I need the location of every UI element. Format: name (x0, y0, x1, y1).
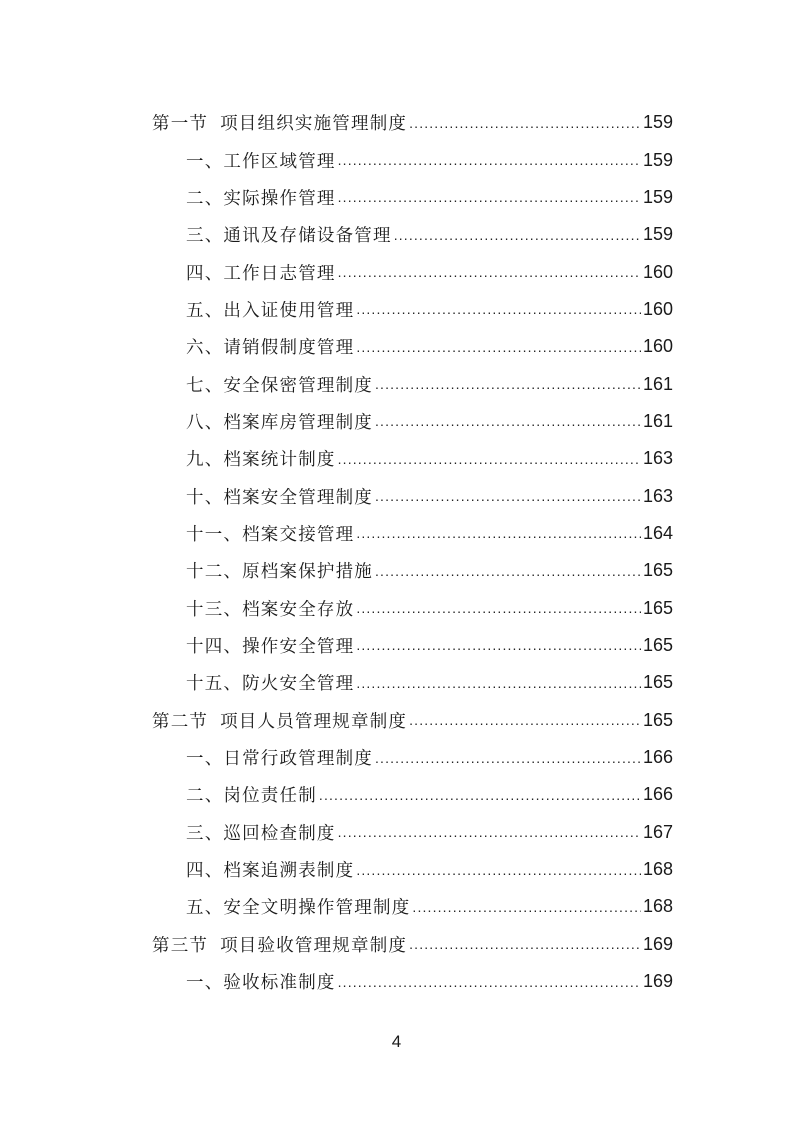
toc-leader-dots (319, 786, 641, 804)
toc-entry-page: 161 (642, 410, 673, 431)
toc-entry-prefix: 十一、 (186, 524, 243, 545)
toc-entry-prefix: 三、 (186, 226, 224, 247)
toc-entry-title: 防火安全管理 (242, 674, 355, 695)
toc-entry[interactable] (152, 515, 673, 552)
toc-entry[interactable] (152, 888, 673, 925)
toc-leader-dots (338, 973, 641, 991)
toc-entry-prefix: 七、 (186, 375, 224, 396)
toc-entry-page: 161 (642, 373, 673, 394)
toc-entry-prefix: 二、 (186, 786, 224, 807)
toc-leader-dots (338, 188, 641, 206)
toc-leader-dots (356, 300, 641, 318)
toc-leader-dots (356, 524, 641, 542)
toc-entry-prefix: 十五、 (186, 674, 243, 695)
toc-entry-title: 工作区域管理 (223, 151, 336, 172)
toc-entry-section-1[interactable] (152, 104, 673, 141)
toc-entry-label (186, 409, 373, 434)
toc-entry-prefix: 三、 (186, 823, 224, 844)
toc-entry-label (186, 670, 354, 695)
toc-entry-title: 项目人员管理规章制度 (220, 711, 408, 732)
toc-entry-label (186, 297, 354, 322)
toc-entry-label (186, 782, 317, 807)
toc-entry-prefix: 十二、 (186, 562, 243, 583)
toc-entry-page: 165 (642, 560, 673, 581)
toc-entry-title: 安全保密管理制度 (223, 375, 374, 396)
toc-entry-page: 160 (642, 298, 673, 319)
toc-entry-label (186, 484, 373, 509)
toc-entry[interactable] (152, 365, 673, 402)
toc-entry-page: 159 (642, 112, 673, 133)
toc-entry-page: 168 (642, 859, 673, 880)
toc-entry[interactable] (152, 477, 673, 514)
toc-entry[interactable] (152, 776, 673, 813)
toc-entry-title: 日常行政管理制度 (223, 749, 374, 770)
toc-entry-title: 项目验收管理规章制度 (220, 935, 408, 956)
toc-entry[interactable] (152, 814, 673, 851)
toc-entry-title: 档案安全管理制度 (223, 487, 374, 508)
toc-entry-page: 169 (642, 933, 673, 954)
toc-entry-title: 原档案保护措施 (242, 562, 374, 583)
toc-entry-title: 通讯及存储设备管理 (223, 226, 392, 247)
toc-entry-label (186, 558, 373, 583)
toc-entry-page: 163 (642, 448, 673, 469)
toc-entry-page: 164 (642, 522, 673, 543)
toc-leader-dots (356, 636, 641, 654)
toc-entry-prefix: 第二节 (152, 711, 209, 732)
toc-entry[interactable] (152, 403, 673, 440)
toc-entry-prefix: 四、 (186, 861, 224, 882)
toc-leader-dots (394, 226, 641, 244)
toc-entry-prefix: 第一节 (152, 114, 209, 135)
toc-entry-page: 169 (642, 971, 673, 992)
toc-entry[interactable] (152, 739, 673, 776)
toc-leader-dots (412, 898, 641, 916)
toc-entry-label (186, 372, 373, 397)
toc-entry[interactable] (152, 851, 673, 888)
toc-leader-dots (356, 861, 641, 879)
toc-leader-dots (409, 935, 641, 953)
toc-entry-page: 160 (642, 336, 673, 357)
toc-entry-label (186, 820, 336, 845)
toc-leader-dots (409, 114, 641, 132)
toc-leader-dots (338, 151, 641, 169)
toc-entry-page: 163 (642, 485, 673, 506)
page-number: 4 (391, 1032, 402, 1051)
toc-entry-prefix: 五、 (186, 300, 224, 321)
toc-entry[interactable] (152, 141, 673, 178)
toc-entry-label (186, 185, 336, 210)
toc-entry-title: 档案统计制度 (223, 450, 336, 471)
toc-entry-title: 项目组织实施管理制度 (220, 114, 408, 135)
toc-entry-prefix: 四、 (186, 263, 224, 284)
toc-entry-page: 165 (642, 709, 673, 730)
toc-entry[interactable] (152, 589, 673, 626)
toc-entry-title: 档案交接管理 (242, 524, 355, 545)
toc-entry-prefix: 十、 (186, 487, 224, 508)
toc-entry-prefix: 六、 (186, 338, 224, 359)
table-of-contents (152, 104, 673, 1000)
toc-entry-label (186, 521, 354, 546)
toc-leader-dots (375, 749, 641, 767)
toc-entry-label (186, 596, 354, 621)
toc-entry-title: 档案库房管理制度 (223, 412, 374, 433)
toc-leader-dots (356, 599, 641, 617)
toc-entry-prefix: 一、 (186, 973, 224, 994)
toc-entry-label (186, 446, 336, 471)
toc-entry-page: 166 (642, 784, 673, 805)
toc-entry-prefix: 五、 (186, 898, 224, 919)
toc-entry-label (186, 857, 354, 882)
toc-entry-title: 岗位责任制 (223, 786, 317, 807)
toc-entry-title: 出入证使用管理 (223, 300, 355, 321)
toc-entry[interactable] (152, 552, 673, 589)
toc-entry-prefix: 二、 (186, 188, 224, 209)
toc-entry-title: 安全文明操作管理制度 (223, 898, 411, 919)
toc-entry[interactable] (152, 963, 673, 1000)
toc-entry-title: 工作日志管理 (223, 263, 336, 284)
toc-entry-page: 165 (642, 597, 673, 618)
toc-leader-dots (356, 338, 641, 356)
toc-entry-page: 167 (642, 821, 673, 842)
toc-entry-title: 请销假制度管理 (223, 338, 355, 359)
toc-entry[interactable] (152, 328, 673, 365)
toc-leader-dots (338, 823, 641, 841)
toc-leader-dots (375, 562, 641, 580)
toc-leader-dots (338, 263, 641, 281)
toc-entry-section-3[interactable] (152, 926, 673, 963)
toc-entry-label (186, 969, 336, 994)
toc-leader-dots (338, 450, 641, 468)
toc-entry-label (186, 260, 336, 285)
toc-entry-title: 操作安全管理 (242, 636, 355, 657)
toc-entry-section-2[interactable] (152, 702, 673, 739)
toc-entry-label (186, 745, 373, 770)
toc-entry-prefix: 十三、 (186, 599, 243, 620)
toc-entry-label (186, 894, 410, 919)
toc-leader-dots (375, 375, 641, 393)
toc-entry-label (186, 334, 354, 359)
toc-entry-label (186, 633, 354, 658)
toc-entry-title: 档案安全存放 (242, 599, 355, 620)
toc-entry-title: 档案追溯表制度 (223, 861, 355, 882)
toc-entry-prefix: 八、 (186, 412, 224, 433)
toc-entry-label (152, 110, 407, 135)
toc-entry-label (152, 708, 407, 733)
toc-entry-label (186, 222, 392, 247)
toc-entry[interactable] (152, 440, 673, 477)
toc-entry-title: 巡回检查制度 (223, 823, 336, 844)
toc-entry-page: 159 (642, 186, 673, 207)
toc-leader-dots (409, 711, 641, 729)
toc-entry[interactable] (152, 291, 673, 328)
toc-entry-title: 实际操作管理 (223, 188, 336, 209)
toc-entry[interactable] (152, 179, 673, 216)
toc-leader-dots (375, 487, 641, 505)
toc-entry-page: 168 (642, 896, 673, 917)
toc-entry-title: 验收标准制度 (223, 973, 336, 994)
toc-entry[interactable] (152, 664, 673, 701)
toc-leader-dots (356, 674, 641, 692)
toc-entry-page: 166 (642, 747, 673, 768)
toc-entry-page: 165 (642, 672, 673, 693)
toc-leader-dots (375, 412, 641, 430)
toc-entry-page: 160 (642, 261, 673, 282)
toc-entry-prefix: 十四、 (186, 636, 243, 657)
toc-entry-page: 159 (642, 224, 673, 245)
toc-entry[interactable] (152, 216, 673, 253)
toc-entry-prefix: 第三节 (152, 935, 209, 956)
toc-entry-page: 165 (642, 634, 673, 655)
toc-entry-label (186, 148, 336, 173)
toc-entry-prefix: 九、 (186, 450, 224, 471)
toc-entry-page: 159 (642, 149, 673, 170)
toc-entry[interactable] (152, 627, 673, 664)
toc-entry[interactable] (152, 253, 673, 290)
toc-entry-prefix: 一、 (186, 749, 224, 770)
toc-entry-label (152, 932, 407, 957)
toc-entry-prefix: 一、 (186, 151, 224, 172)
